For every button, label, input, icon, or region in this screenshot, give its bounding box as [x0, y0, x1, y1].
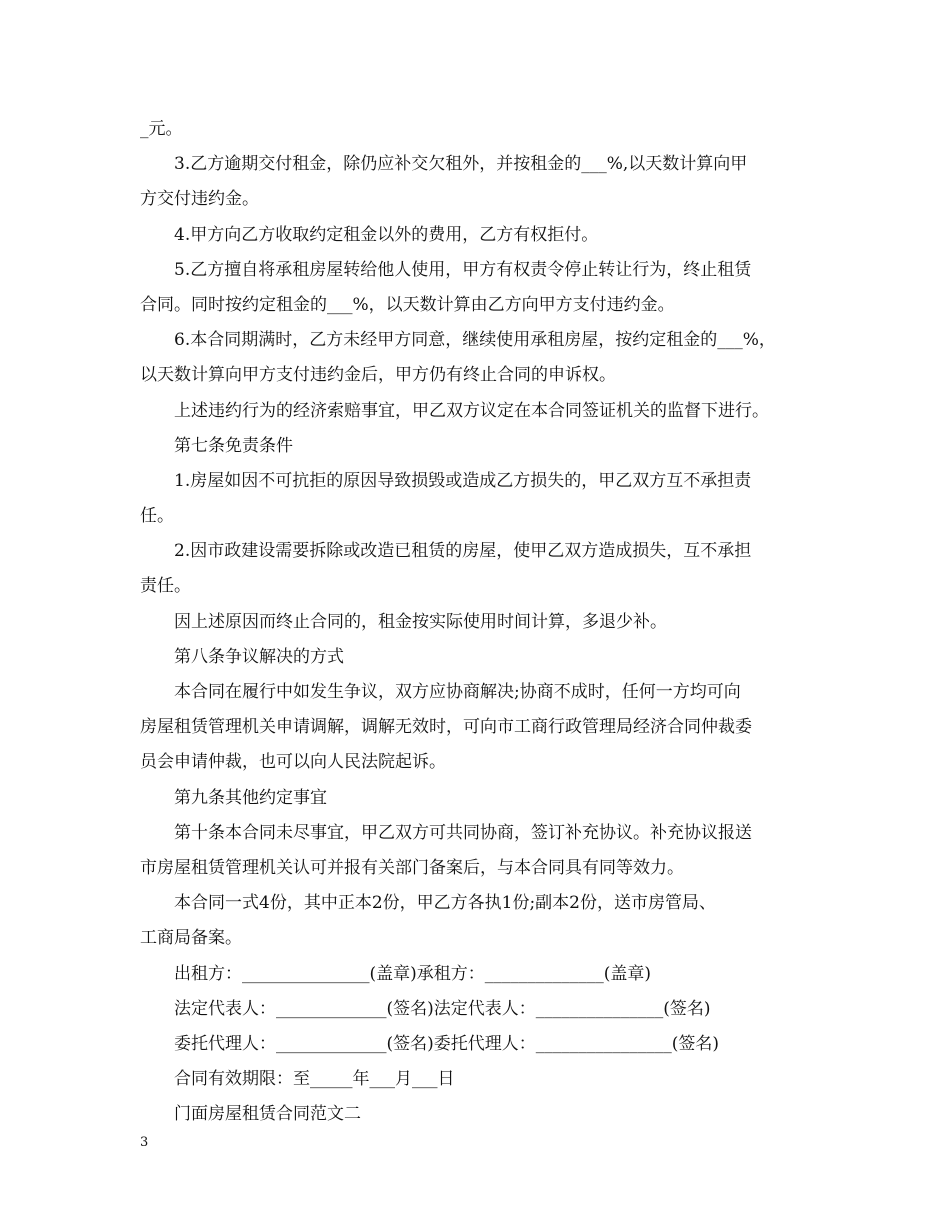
paragraph-line: 以天数计算向甲方支付违约金后，甲方仍有终止合同的申诉权。: [140, 365, 616, 386]
paragraph-line: 市房屋租赁管理机关认可并报有关部门备案后，与本合同具有同等效力。: [140, 857, 684, 878]
paragraph-line: 门面房屋租赁合同范文二: [174, 1104, 361, 1125]
paragraph-line: 第八条争议解决的方式: [174, 646, 344, 667]
paragraph-line: 4.甲方向乙方收取约定租金以外的费用，乙方有权拒付。: [174, 224, 599, 245]
paragraph-line: 第七条免责条件: [174, 435, 293, 456]
paragraph-line: 本合同在履行中如发生争议，双方应协商解决;协商不成时，任何一方均可向: [174, 682, 741, 702]
paragraph-line: 合同有效期限：至_____年___月___日: [174, 1069, 455, 1090]
paragraph-line: 合同。同时按约定租金的___%，以天数计算由乙方向甲方支付违约金。: [140, 294, 675, 315]
paragraph-line: 方交付违约金。: [140, 189, 259, 210]
paragraph-line: 2.因市政建设需要拆除或改造已租赁的房屋，使甲乙双方造成损失，互不承担: [174, 541, 752, 562]
paragraph-line: 上述违约行为的经济索赔事宜，甲乙双方议定在本合同签证机关的监督下进行。: [174, 400, 769, 421]
paragraph-line: 3.乙方逾期交付租金，除仍应补交欠租外，并按租金的___%,以天数计算向甲: [174, 154, 748, 175]
paragraph-line: 任。: [140, 506, 174, 527]
page-number: 3: [140, 1135, 149, 1150]
paragraph-line: 法定代表人：_____________(签名)法定代表人：_______________(签名): [174, 998, 711, 1019]
paragraph-line: 第十条本合同未尽事宜，甲乙双方可共同协商，签订补充协议。补充协议报送: [174, 822, 752, 843]
paragraph-line: 委托代理人：_____________(签名)委托代理人：________________(签名): [174, 1033, 720, 1054]
paragraph-line: 本合同一式4份，其中正本2份，甲乙方各执1份;副本2份，送市房管局、: [174, 893, 716, 914]
paragraph-line: 工商局备案。: [140, 928, 242, 949]
paragraph-line: 因上述原因而终止合同的，租金按实际使用时间计算，多退少补。: [174, 611, 667, 632]
document-body: [140, 112, 830, 1132]
paragraph-line: 第九条其他约定事宜: [174, 787, 327, 808]
paragraph-line: 1.房屋如因不可抗拒的原因导致损毁或造成乙方损失的，甲乙双方互不承担责: [174, 470, 752, 491]
paragraph-line: 出租方：_______________(盖章)承租方：______________(盖章): [174, 963, 652, 984]
paragraph-line: 员会申请仲裁，也可以向人民法院起诉。: [140, 752, 446, 773]
paragraph-line: 责任。: [140, 576, 191, 597]
paragraph-line: _元。: [140, 119, 183, 139]
paragraph-line: 房屋租赁管理机关申请调解，调解无效时，可向市工商行政管理局经济合同仲裁委: [140, 717, 752, 738]
paragraph-line: 6.本合同期满时，乙方未经甲方同意，继续使用承租房屋，按约定租金的___%，: [174, 330, 776, 351]
paragraph-line: 5.乙方擅自将承租房屋转给他人使用，甲方有权责令停止转让行为，终止租赁: [174, 259, 752, 280]
